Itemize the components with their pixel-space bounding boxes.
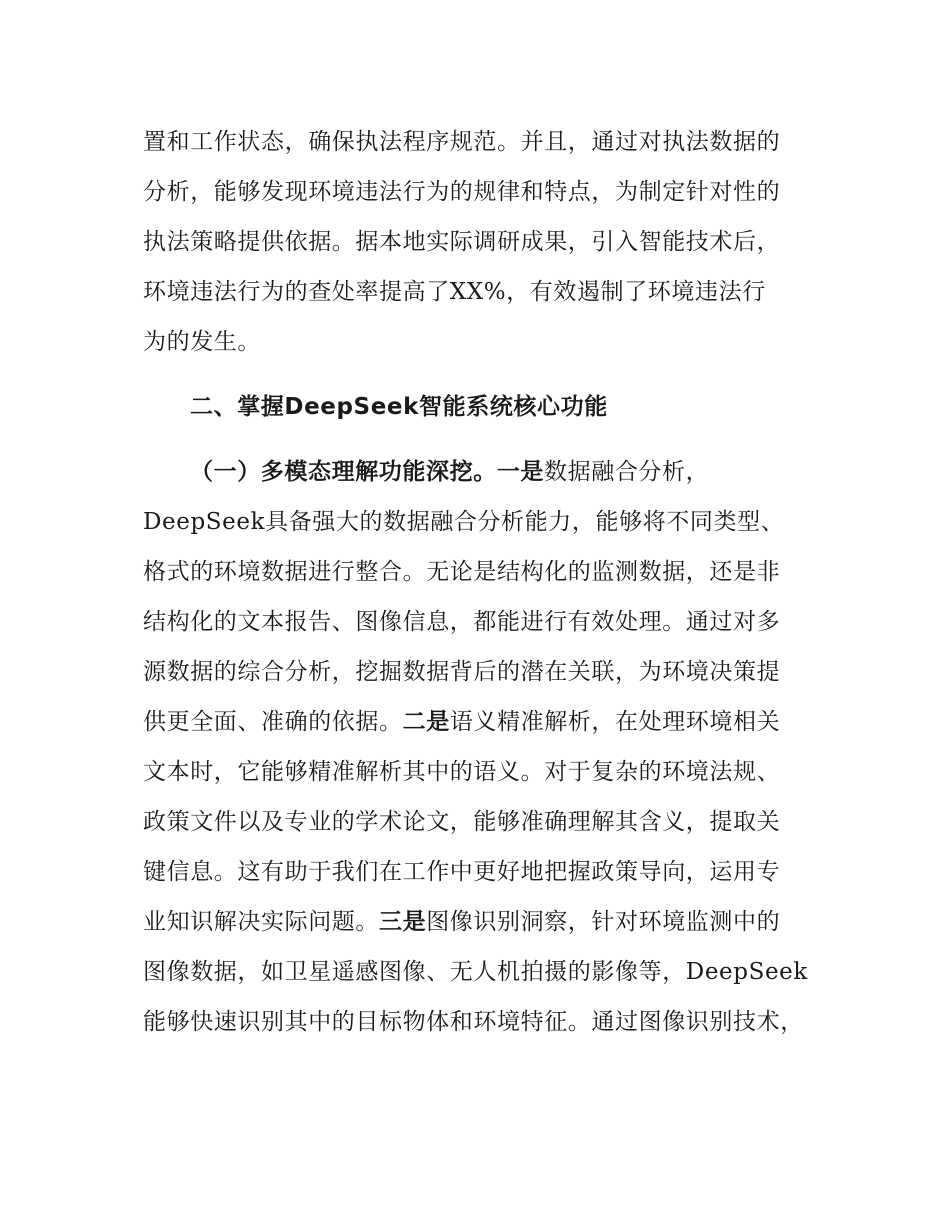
paragraph-line (143, 907, 780, 937)
paragraph-line: 分析，能够发现环境违法行为的规律和特点，为制定针对性的 (143, 179, 781, 205)
item-text: 供更全面、准确的依据。 (143, 709, 403, 735)
paragraph-line (143, 707, 780, 737)
paragraph-line: 文本时，它能够精准解析其中的语义。对于复杂的环境法规、 (143, 759, 781, 785)
item-text: 图像识别洞察，针对环境监测中的 (426, 909, 781, 935)
paragraph-line: 政策文件以及专业的学术论文，能够准确理解其含义，提取关 (143, 809, 781, 835)
paragraph-line: 能够快速识别其中的目标物体和环境特征。通过图像识别技术， (143, 1009, 804, 1035)
paragraph-line: 键信息。这有助于我们在工作中更好地把握政策导向，运用专 (143, 859, 781, 885)
item-label: 二是 (402, 709, 450, 735)
paragraph-line: 环境违法行为的查处率提高了XX%，有效遏制了环境违法行 (143, 279, 766, 305)
paragraph-line: 结构化的文本报告、图像信息，都能进行有效处理。通过对多 (143, 609, 781, 635)
subheading: （一）多模态理解功能深挖。 (190, 459, 497, 485)
paragraph-line: 为的发生。 (143, 329, 261, 355)
paragraph-line: DeepSeek具备强大的数据融合分析能力，能够将不同类型、 (143, 509, 785, 535)
paragraph-line: 置和工作状态，确保执法程序规范。并且，通过对执法数据的 (143, 129, 781, 155)
paragraph-line: 执法策略提供依据。据本地实际调研成果，引入智能技术后， (143, 229, 781, 255)
item-text: 业知识解决实际问题。 (143, 909, 379, 935)
paragraph-line-with-subheading (190, 457, 709, 487)
item-text: 数据融合分析， (544, 459, 710, 485)
paragraph-line: 格式的环境数据进行整合。无论是结构化的监测数据，还是非 (143, 559, 781, 585)
paragraph-line: 图像数据，如卫星遥感图像、无人机拍摄的影像等，DeepSeek (143, 959, 808, 985)
item-text: 语义精准解析，在处理环境相关 (449, 709, 781, 735)
item-label: 一是 (496, 459, 545, 485)
section-heading: 二、掌握DeepSeek智能系统核心功能 (190, 394, 608, 420)
paragraph-line: 源数据的综合分析，挖掘数据背后的潜在关联，为环境决策提 (143, 659, 781, 685)
item-label: 三是 (379, 909, 427, 935)
